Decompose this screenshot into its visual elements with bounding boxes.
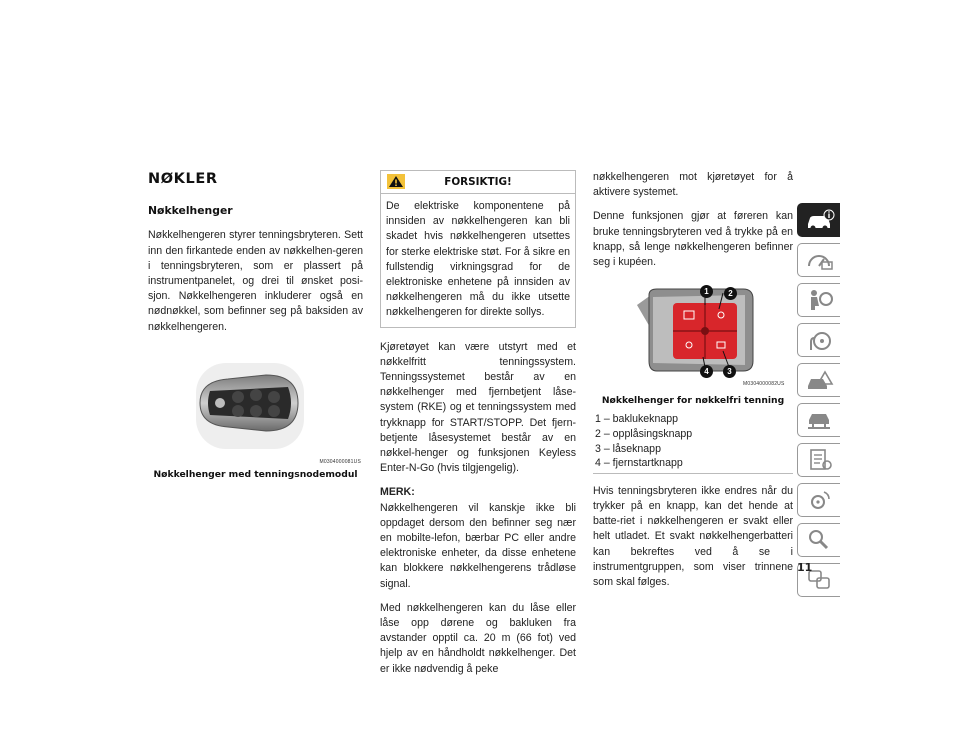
tab-index[interactable] [797,523,840,557]
intro-paragraph: Nøkkelhengeren styrer tenningsbryteren. Sett inn den firkantede enden av nøkkelhen-geren i tenningsbryteren, som er plassert på instrumentpanelet, og drei til ønsket posi-sjon. Nøkkelhengeren inkluderer også en nødnøkkel, som befinner seg på baksiden av nøkkelhengeren. [148,229,363,333]
page-number: 11 [797,561,813,574]
tab-safety[interactable] [797,283,840,317]
callout-1: 1 [700,285,713,298]
figure-code: M0304000081US [319,458,361,465]
car-info-icon [805,208,835,232]
tab-specs[interactable] [797,443,840,477]
keyless-fob-figure [593,279,793,393]
keyless-paragraph: Kjøretøyet kan være utstyrt med et nøkkelfritt tenningssystem. Tenningssystemet består av en nøkkelhenger med fjernbetjent låse-system (RKE) og et tenningssystem med trykknapp for START/STOPP. Det fjern-betjente låsesystemet består av en nøkkel-henger og funksjonen Keyless Enter-N-Go (hvis tilgjengelig). [380,340,576,475]
search-index-icon [805,528,835,552]
dashboard-message-icon [805,248,835,272]
battery-paragraph: Hvis tenningsbryteren ikke endres når du trykker på en knapp, kan det hende at batte-riet i nøkkelhengeren er svakt eller helt utladet. Et svakt nøkkelhengerbatteri kan bekreftes ved å se i instrumentgruppen, som viser trinnene som skal følges. [593,484,793,589]
range-paragraph: Med nøkkelhengeren kan du låse eller låse opp dørene og bakluken fra avstander opptil ca. 20 m (66 fot) ved hjelp av en håndholdt nøkkelhenger. Det er ikke nødvendig å peke [380,601,576,675]
keyless-fob-image [593,279,793,387]
note-label: MERK: [380,486,415,499]
chapter-tabs [797,203,841,603]
roadside-emergency-icon [805,368,835,392]
callout-2: 2 [724,287,737,300]
maintenance-checklist-icon [805,448,835,472]
note [380,485,576,591]
warning-header [381,171,575,194]
tab-multimedia[interactable] [797,483,840,517]
legend-item: 4 – fjernstartknapp [595,457,683,470]
multimedia-icon [805,488,835,512]
tab-starting[interactable] [797,323,840,357]
legend-item: 2 – opplåsingsknapp [595,428,693,441]
column-2 [380,170,576,686]
legend-item: 1 – baklukeknapp [595,413,679,426]
airbag-safety-icon [805,288,835,312]
warning-text: De elektriske komponentene på innsiden av nøkkelhengeren kan bli skadet hvis nøkkelhengeren utsettes for sterke elektriske støt. For å sikre en fullstendig virkningsgrad for de elektroniske enhetene på innsiden av nøkkelhengeren må du ikke utsette nøkkelhengeren for direkte sollys. [386,200,570,319]
callout-3: 3 [723,365,736,378]
figure-caption: Nøkkelhenger med tenningsnodemodul [153,468,358,480]
figure-code: M0304000082US [743,381,785,388]
steering-start-icon [805,328,835,352]
callout-4: 4 [700,365,713,378]
ignition-paragraph: Denne funksjonen gjør at føreren kan bruke tenningsbryteren ved å trykke på en knapp, så lenge nøkkelhengeren befinner seg i kupéen. [593,210,793,269]
page-heading: NØKLER [148,171,218,187]
key-fob-figure [148,345,363,465]
column-1 [148,170,363,482]
legend-item: 3 – låseknapp [595,442,661,455]
column-3 [593,170,793,599]
legend-list [593,412,793,473]
warning-box [380,170,576,328]
warning-title: FORSIKTIG! [444,176,512,188]
key-fob-ignition-image [148,345,363,455]
tab-emergency[interactable] [797,363,840,397]
service-lift-icon [805,408,835,432]
note-text: Nøkkelhengeren vil kanskje ikke bli oppdaget dersom den befinner seg nær en mobilte-lefon, bærbar PC eller andre elektroniske enheter, da disse enhetene kan blokkere nøkkelhengerens trådløse signal. [380,501,576,590]
tab-vehicle-info[interactable] [797,203,840,237]
continuation-paragraph: nøkkelhengeren mot kjøretøyet for å aktivere systemet. [593,171,793,199]
figure-caption: Nøkkelhenger for nøkkelfri tenning [601,395,785,407]
section-subheading: Nøkkelhenger [148,204,233,218]
tab-dashboard[interactable] [797,243,840,277]
tab-service[interactable] [797,403,840,437]
